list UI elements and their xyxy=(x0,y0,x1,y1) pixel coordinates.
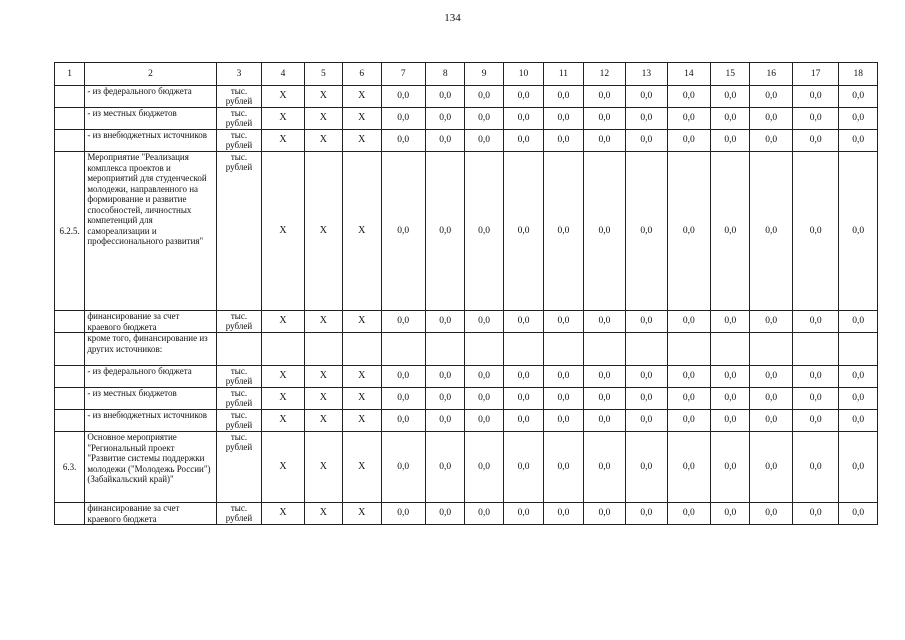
value-cell: 0,0 xyxy=(839,108,878,130)
value-cell: 0,0 xyxy=(667,503,710,525)
mark-cell: X xyxy=(304,86,342,108)
value-cell: 0,0 xyxy=(425,432,464,503)
value-cell: 0,0 xyxy=(503,388,543,410)
mark-cell: X xyxy=(262,311,304,333)
value-cell: 0,0 xyxy=(425,388,464,410)
row-unit: тыс. рублей xyxy=(216,388,261,410)
column-header: 9 xyxy=(465,63,503,86)
value-cell: 0,0 xyxy=(839,130,878,152)
row-number: 6.3. xyxy=(55,432,85,503)
value-cell: 0,0 xyxy=(583,86,625,108)
row-description: Основное мероприятие "Региональный проект "Развитие системы поддержки молодежи ("Молодежь России") (Забайкальский край)" xyxy=(85,432,216,503)
value-cell: 0,0 xyxy=(792,388,839,410)
mark-cell xyxy=(304,333,342,366)
value-cell: 0,0 xyxy=(544,86,583,108)
value-cell: 0,0 xyxy=(425,108,464,130)
value-cell: 0,0 xyxy=(381,108,425,130)
row-number xyxy=(55,108,85,130)
value-cell: 0,0 xyxy=(465,108,503,130)
value-cell: 0,0 xyxy=(667,130,710,152)
row-number xyxy=(55,86,85,108)
column-header: 3 xyxy=(216,63,261,86)
table-row xyxy=(55,503,878,525)
header-row xyxy=(55,63,878,86)
value-cell: 0,0 xyxy=(381,410,425,432)
value-cell: 0,0 xyxy=(503,311,543,333)
value-cell: 0,0 xyxy=(626,130,667,152)
table-row xyxy=(55,388,878,410)
value-cell xyxy=(711,333,750,366)
mark-cell: X xyxy=(343,152,381,311)
value-cell: 0,0 xyxy=(626,108,667,130)
mark-cell: X xyxy=(304,432,342,503)
value-cell: 0,0 xyxy=(544,130,583,152)
column-header: 4 xyxy=(262,63,304,86)
column-header: 17 xyxy=(792,63,839,86)
row-number: 6.2.5. xyxy=(55,152,85,311)
value-cell: 0,0 xyxy=(544,388,583,410)
mark-cell: X xyxy=(304,311,342,333)
value-cell: 0,0 xyxy=(667,86,710,108)
value-cell xyxy=(750,333,792,366)
value-cell: 0,0 xyxy=(425,130,464,152)
value-cell: 0,0 xyxy=(544,503,583,525)
row-unit: тыс. рублей xyxy=(216,86,261,108)
row-unit: тыс. рублей xyxy=(216,152,261,311)
column-header: 6 xyxy=(343,63,381,86)
value-cell: 0,0 xyxy=(792,152,839,311)
value-cell: 0,0 xyxy=(425,410,464,432)
value-cell: 0,0 xyxy=(465,432,503,503)
mark-cell: X xyxy=(304,410,342,432)
value-cell xyxy=(839,333,878,366)
value-cell: 0,0 xyxy=(381,432,425,503)
value-cell: 0,0 xyxy=(839,388,878,410)
table-row xyxy=(55,366,878,388)
row-description: кроме того, финансирование из других источников: xyxy=(85,333,216,366)
value-cell: 0,0 xyxy=(711,410,750,432)
value-cell: 0,0 xyxy=(381,366,425,388)
row-number xyxy=(55,130,85,152)
value-cell: 0,0 xyxy=(626,311,667,333)
value-cell: 0,0 xyxy=(503,432,543,503)
mark-cell: X xyxy=(262,410,304,432)
value-cell: 0,0 xyxy=(583,503,625,525)
value-cell: 0,0 xyxy=(583,432,625,503)
value-cell: 0,0 xyxy=(750,410,792,432)
column-header: 16 xyxy=(750,63,792,86)
column-header: 11 xyxy=(544,63,583,86)
value-cell: 0,0 xyxy=(839,86,878,108)
value-cell: 0,0 xyxy=(465,86,503,108)
value-cell: 0,0 xyxy=(626,86,667,108)
value-cell: 0,0 xyxy=(750,108,792,130)
row-description: - из внебюджетных источников xyxy=(85,130,216,152)
row-unit: тыс. рублей xyxy=(216,130,261,152)
value-cell xyxy=(667,333,710,366)
mark-cell: X xyxy=(262,86,304,108)
row-number xyxy=(55,333,85,366)
value-cell: 0,0 xyxy=(711,388,750,410)
value-cell: 0,0 xyxy=(667,108,710,130)
value-cell: 0,0 xyxy=(750,86,792,108)
row-unit: тыс. рублей xyxy=(216,410,261,432)
value-cell: 0,0 xyxy=(750,130,792,152)
mark-cell: X xyxy=(343,130,381,152)
value-cell: 0,0 xyxy=(381,311,425,333)
value-cell: 0,0 xyxy=(792,311,839,333)
value-cell: 0,0 xyxy=(544,311,583,333)
value-cell: 0,0 xyxy=(381,503,425,525)
value-cell xyxy=(465,333,503,366)
value-cell: 0,0 xyxy=(711,108,750,130)
value-cell: 0,0 xyxy=(583,366,625,388)
value-cell: 0,0 xyxy=(503,366,543,388)
value-cell: 0,0 xyxy=(381,388,425,410)
row-unit: тыс. рублей xyxy=(216,432,261,503)
budget-table xyxy=(54,62,878,525)
value-cell: 0,0 xyxy=(381,130,425,152)
value-cell: 0,0 xyxy=(626,152,667,311)
mark-cell xyxy=(343,333,381,366)
value-cell: 0,0 xyxy=(544,108,583,130)
mark-cell: X xyxy=(343,311,381,333)
value-cell: 0,0 xyxy=(425,152,464,311)
page-number: 134 xyxy=(444,12,461,24)
value-cell: 0,0 xyxy=(626,388,667,410)
row-unit: тыс. рублей xyxy=(216,108,261,130)
value-cell: 0,0 xyxy=(425,311,464,333)
value-cell: 0,0 xyxy=(711,130,750,152)
row-description: - из местных бюджетов xyxy=(85,108,216,130)
value-cell xyxy=(626,333,667,366)
value-cell: 0,0 xyxy=(503,503,543,525)
row-description: - из федерального бюджета xyxy=(85,86,216,108)
value-cell: 0,0 xyxy=(839,410,878,432)
row-unit: тыс. рублей xyxy=(216,503,261,525)
value-cell: 0,0 xyxy=(792,366,839,388)
mark-cell: X xyxy=(304,388,342,410)
mark-cell: X xyxy=(343,366,381,388)
value-cell: 0,0 xyxy=(544,432,583,503)
row-description: Мероприятие "Реализация комплекса проектов и мероприятий для студенческой молодежи, направленного на формирование и развитие способностей, личностных компетенций для самореализации и профессионального развития" xyxy=(85,152,216,311)
value-cell: 0,0 xyxy=(711,311,750,333)
value-cell: 0,0 xyxy=(792,130,839,152)
mark-cell: X xyxy=(304,130,342,152)
value-cell xyxy=(583,333,625,366)
column-header: 12 xyxy=(583,63,625,86)
row-number xyxy=(55,366,85,388)
column-header: 10 xyxy=(503,63,543,86)
mark-cell: X xyxy=(343,432,381,503)
value-cell: 0,0 xyxy=(711,366,750,388)
table-row xyxy=(55,410,878,432)
value-cell: 0,0 xyxy=(667,311,710,333)
value-cell: 0,0 xyxy=(583,152,625,311)
mark-cell: X xyxy=(262,503,304,525)
mark-cell: X xyxy=(343,503,381,525)
value-cell: 0,0 xyxy=(839,311,878,333)
value-cell: 0,0 xyxy=(839,503,878,525)
value-cell xyxy=(503,333,543,366)
value-cell: 0,0 xyxy=(503,130,543,152)
mark-cell: X xyxy=(304,366,342,388)
value-cell: 0,0 xyxy=(750,152,792,311)
value-cell: 0,0 xyxy=(792,86,839,108)
value-cell: 0,0 xyxy=(465,503,503,525)
value-cell: 0,0 xyxy=(750,503,792,525)
row-unit xyxy=(216,333,261,366)
value-cell: 0,0 xyxy=(792,410,839,432)
mark-cell: X xyxy=(304,503,342,525)
value-cell: 0,0 xyxy=(503,86,543,108)
mark-cell: X xyxy=(304,152,342,311)
mark-cell: X xyxy=(262,108,304,130)
value-cell: 0,0 xyxy=(667,366,710,388)
value-cell: 0,0 xyxy=(544,152,583,311)
value-cell: 0,0 xyxy=(839,152,878,311)
value-cell: 0,0 xyxy=(750,432,792,503)
value-cell: 0,0 xyxy=(381,86,425,108)
value-cell: 0,0 xyxy=(839,432,878,503)
value-cell: 0,0 xyxy=(465,388,503,410)
value-cell: 0,0 xyxy=(544,366,583,388)
value-cell: 0,0 xyxy=(544,410,583,432)
column-header: 7 xyxy=(381,63,425,86)
value-cell: 0,0 xyxy=(711,152,750,311)
value-cell: 0,0 xyxy=(792,503,839,525)
mark-cell xyxy=(262,333,304,366)
value-cell: 0,0 xyxy=(711,86,750,108)
value-cell: 0,0 xyxy=(792,432,839,503)
table-row xyxy=(55,86,878,108)
mark-cell: X xyxy=(343,410,381,432)
value-cell: 0,0 xyxy=(583,108,625,130)
value-cell: 0,0 xyxy=(425,503,464,525)
row-description: финансирование за счет краевого бюджета xyxy=(85,311,216,333)
row-description: - из федерального бюджета xyxy=(85,366,216,388)
value-cell xyxy=(381,333,425,366)
row-number xyxy=(55,311,85,333)
row-unit: тыс. рублей xyxy=(216,366,261,388)
mark-cell: X xyxy=(262,432,304,503)
value-cell: 0,0 xyxy=(583,311,625,333)
value-cell: 0,0 xyxy=(583,388,625,410)
table-row xyxy=(55,130,878,152)
table-row xyxy=(55,432,878,503)
value-cell: 0,0 xyxy=(465,311,503,333)
value-cell: 0,0 xyxy=(465,366,503,388)
value-cell xyxy=(425,333,464,366)
column-header: 15 xyxy=(711,63,750,86)
value-cell: 0,0 xyxy=(465,152,503,311)
row-number xyxy=(55,503,85,525)
value-cell: 0,0 xyxy=(425,366,464,388)
value-cell: 0,0 xyxy=(381,152,425,311)
value-cell: 0,0 xyxy=(465,130,503,152)
value-cell: 0,0 xyxy=(667,152,710,311)
value-cell: 0,0 xyxy=(626,503,667,525)
table-row xyxy=(55,333,878,366)
column-header: 5 xyxy=(304,63,342,86)
value-cell: 0,0 xyxy=(465,410,503,432)
table-row xyxy=(55,108,878,130)
value-cell: 0,0 xyxy=(583,410,625,432)
mark-cell: X xyxy=(262,130,304,152)
value-cell: 0,0 xyxy=(711,503,750,525)
value-cell: 0,0 xyxy=(503,108,543,130)
value-cell: 0,0 xyxy=(750,366,792,388)
mark-cell: X xyxy=(343,86,381,108)
table-row xyxy=(55,152,878,311)
value-cell: 0,0 xyxy=(583,130,625,152)
mark-cell: X xyxy=(304,108,342,130)
row-number xyxy=(55,388,85,410)
value-cell: 0,0 xyxy=(425,86,464,108)
value-cell: 0,0 xyxy=(667,410,710,432)
value-cell: 0,0 xyxy=(839,366,878,388)
mark-cell: X xyxy=(343,108,381,130)
mark-cell: X xyxy=(343,388,381,410)
column-header: 13 xyxy=(626,63,667,86)
row-description: - из местных бюджетов xyxy=(85,388,216,410)
column-header: 2 xyxy=(85,63,216,86)
row-number xyxy=(55,410,85,432)
value-cell: 0,0 xyxy=(667,432,710,503)
mark-cell: X xyxy=(262,366,304,388)
row-description: - из внебюджетных источников xyxy=(85,410,216,432)
table-row xyxy=(55,311,878,333)
value-cell xyxy=(544,333,583,366)
value-cell: 0,0 xyxy=(626,366,667,388)
mark-cell: X xyxy=(262,152,304,311)
value-cell xyxy=(792,333,839,366)
value-cell: 0,0 xyxy=(711,432,750,503)
value-cell: 0,0 xyxy=(503,152,543,311)
value-cell: 0,0 xyxy=(750,311,792,333)
value-cell: 0,0 xyxy=(792,108,839,130)
column-header: 8 xyxy=(425,63,464,86)
value-cell: 0,0 xyxy=(750,388,792,410)
column-header: 1 xyxy=(55,63,85,86)
row-description: финансирование за счет краевого бюджета xyxy=(85,503,216,525)
column-header: 18 xyxy=(839,63,878,86)
column-header: 14 xyxy=(667,63,710,86)
value-cell: 0,0 xyxy=(626,432,667,503)
value-cell: 0,0 xyxy=(503,410,543,432)
mark-cell: X xyxy=(262,388,304,410)
value-cell: 0,0 xyxy=(667,388,710,410)
row-unit: тыс. рублей xyxy=(216,311,261,333)
value-cell: 0,0 xyxy=(626,410,667,432)
